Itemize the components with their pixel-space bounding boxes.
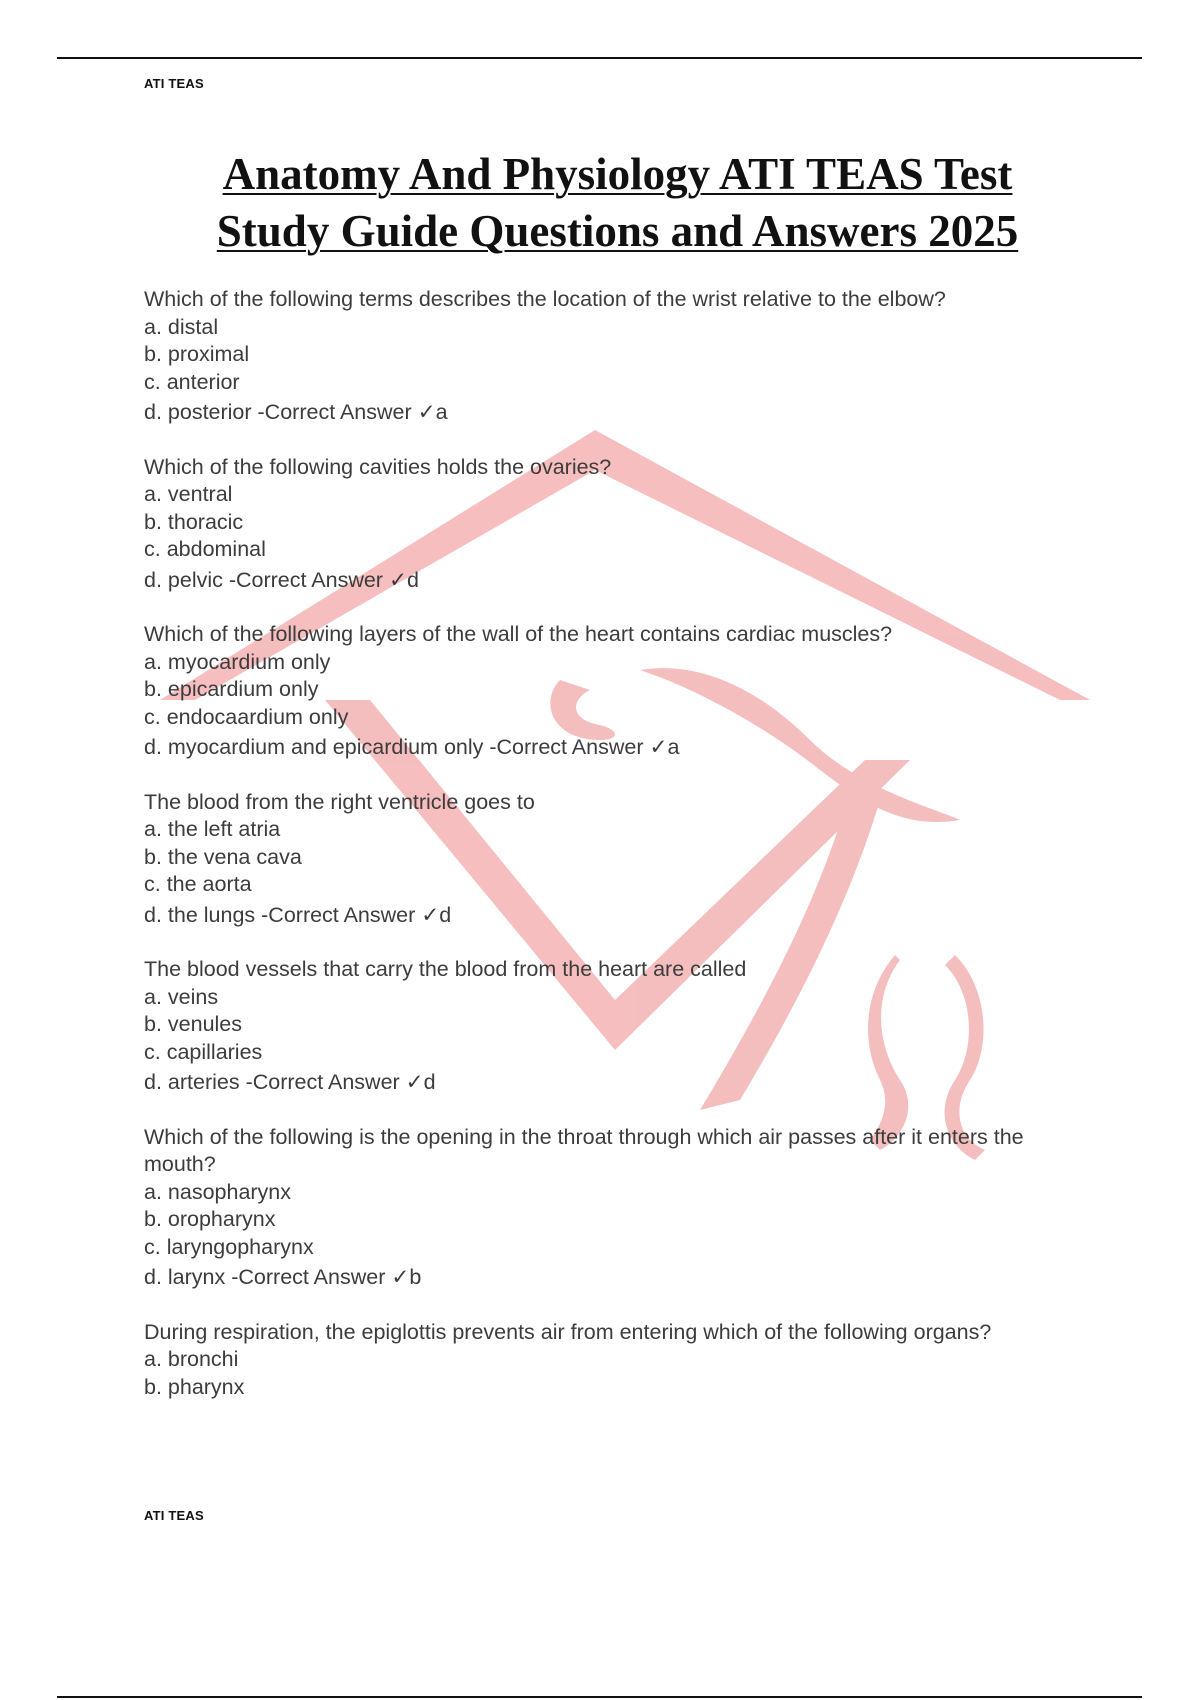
question-1 bbox=[144, 286, 1084, 427]
question-text: The blood vessels that carry the blood from the heart are called bbox=[144, 957, 747, 981]
answer-option: c. endocaardium only bbox=[144, 704, 349, 729]
answer-option: b. venules bbox=[144, 1012, 243, 1036]
answer-option: b. epicardium only bbox=[144, 677, 319, 701]
question-text: Which of the following terms describes the location of the wrist relative to the elbow? bbox=[144, 287, 946, 311]
question-6 bbox=[144, 1124, 1084, 1292]
answer-option: c. anterior bbox=[144, 369, 240, 394]
document-title bbox=[0, 146, 1200, 260]
question-text: Which of the following layers of the wall of the heart contains cardiac muscles? bbox=[144, 622, 893, 646]
footer-label: ATI TEAS bbox=[144, 1508, 204, 1523]
answer-option: b. thoracic bbox=[144, 509, 244, 534]
question-text: The blood from the right ventricle goes to bbox=[144, 789, 535, 814]
answer-option: b. pharynx bbox=[144, 1374, 245, 1399]
correct-answer-option: d. myocardium and epicardium only -Correct Answer ✓a bbox=[144, 735, 680, 759]
question-2 bbox=[144, 454, 1084, 595]
answer-option: c. abdominal bbox=[144, 537, 266, 561]
answer-option: b. the vena cava bbox=[144, 844, 302, 869]
title-line-2: Study Guide Questions and Answers 2025 bbox=[216, 206, 1019, 256]
question-5 bbox=[144, 956, 1084, 1097]
answer-option: c. the aorta bbox=[144, 872, 252, 896]
correct-answer-option: d. the lungs -Correct Answer ✓d bbox=[144, 902, 452, 927]
question-4 bbox=[144, 789, 1084, 930]
answer-option: c. capillaries bbox=[144, 1039, 263, 1064]
question-text: Which of the following cavities holds the ovaries? bbox=[144, 454, 612, 479]
title-line-1: Anatomy And Physiology ATI TEAS Test bbox=[222, 149, 1013, 199]
footer-rule bbox=[57, 1696, 1142, 1698]
question-list bbox=[144, 286, 1084, 1428]
correct-answer-option: d. pelvic -Correct Answer ✓d bbox=[144, 567, 419, 592]
answer-option: c. laryngopharynx bbox=[144, 1234, 314, 1259]
answer-option: a. nasopharynx bbox=[144, 1179, 292, 1204]
answer-option: a. veins bbox=[144, 984, 219, 1009]
header-label: ATI TEAS bbox=[144, 76, 204, 91]
answer-option: b. oropharynx bbox=[144, 1207, 276, 1231]
question-text: Which of the following is the opening in the throat through which air passes after it enters the mouth? bbox=[144, 1124, 1024, 1176]
answer-option: a. bronchi bbox=[144, 1347, 239, 1371]
question-text: During respiration, the epiglottis prevents air from entering which of the following organs? bbox=[144, 1319, 992, 1344]
answer-option: a. ventral bbox=[144, 482, 233, 506]
question-3 bbox=[144, 621, 1084, 762]
answer-option: b. proximal bbox=[144, 342, 250, 366]
answer-option: a. distal bbox=[144, 314, 219, 339]
answer-option: a. the left atria bbox=[144, 817, 281, 841]
correct-answer-option: d. arteries -Correct Answer ✓d bbox=[144, 1070, 436, 1094]
correct-answer-option: d. posterior -Correct Answer ✓a bbox=[144, 400, 448, 424]
question-7 bbox=[144, 1319, 1084, 1402]
correct-answer-option: d. larynx -Correct Answer ✓b bbox=[144, 1265, 422, 1289]
answer-option: a. myocardium only bbox=[144, 649, 331, 674]
